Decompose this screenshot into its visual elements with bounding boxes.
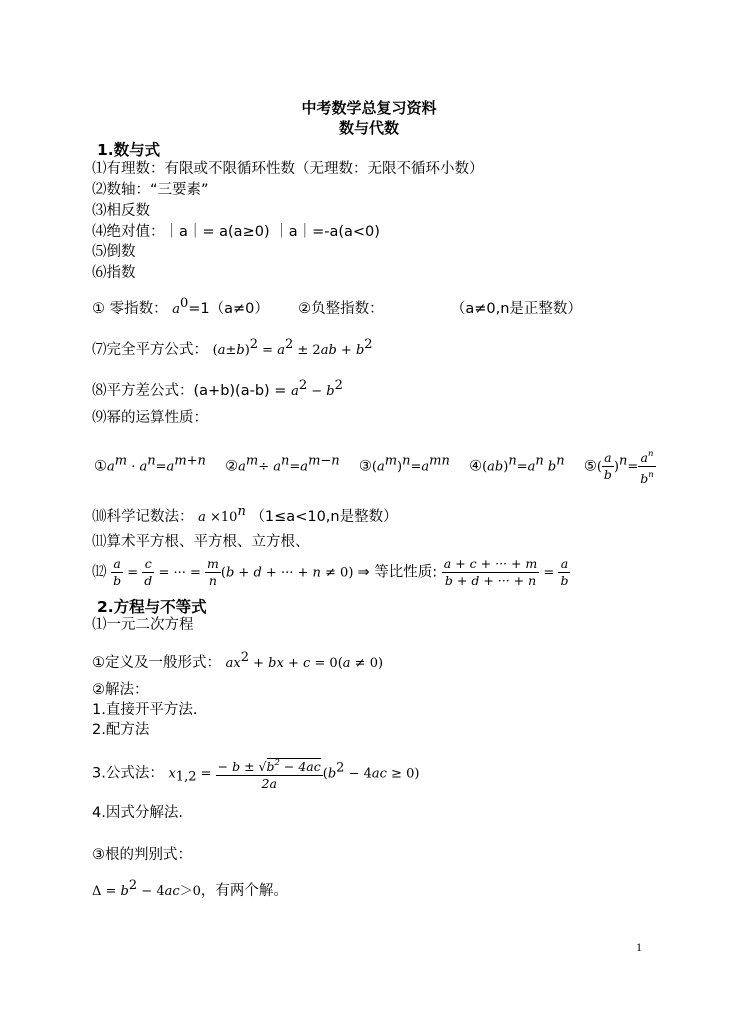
quadratic-subheading: ⑴一元二次方程	[92, 617, 194, 633]
page-subtitle: 数与代数	[338, 119, 399, 137]
power-rules-label: ⑼幂的运算性质：	[92, 410, 208, 426]
ratio-text: ⇒ 等比性质:	[357, 564, 438, 581]
scientific-condition: （1≤a<10,n是整数）	[250, 509, 398, 525]
quadratic-formula: 3.公式法： $x_{1,2}$ = $\frac{- b \pm √b^2 - 4ac}{2a}$ $(b^2 - 4ac \ge 0)$	[92, 755, 419, 792]
scientific-notation: ⑽科学记数法： $a \times 10^n$ （1≤a<10,n是整数）	[92, 504, 398, 525]
negative-exponent-condition: （a≠0,n是正整数）	[450, 301, 582, 317]
zero-exponent-condition: =1（a≠0）	[188, 301, 269, 317]
method-factoring: 4.因式分解法.	[92, 805, 183, 821]
difference-of-squares: ⑻平方差公式：$(a+b)(a-b) = a^2 - b^2$	[92, 378, 343, 399]
exponent-rules: ① 零指数： $a^0=1(a\ne 0)$ ②负整指数： （a≠0,n是正整数）	[92, 296, 582, 317]
method-complete-square: 2.配方法	[92, 722, 150, 738]
roots-line: ⑾算术平方根、平方根、立方根、	[92, 534, 310, 550]
line-rational: ⑴有理数：有限或不限循环性数（无理数：无限不循环小数）	[92, 161, 484, 177]
perfect-square-label: ⑺完全平方公式：	[92, 342, 208, 358]
diff-square-label: ⑻平方差公式：(a+b)(a-b) =	[92, 383, 287, 399]
ratio-property: ⑿ $\frac{a}{b}$ = $\frac{c}{d}$ = ··· = $\frac{m}{n}$ (b + d + ··· + n ≠ 0) ⇒ 等比性质: $\frac{a + c + \cdot\cdot\cdot + m}{b + d + \cdot\cdot\cdot + n}$ = $\frac{a}{b}$	[92, 556, 569, 588]
discriminant-line: $\Delta = b^2 - 4ac>0$，有两个解。	[92, 878, 288, 899]
line-opposite: ⑶相反数	[92, 203, 150, 219]
perfect-square-formula: ⑺完全平方公式： $(a\pm b)^2 = a^2 \pm 2ab + b^2$	[92, 337, 373, 358]
section-1-heading: 1.数与式	[97, 141, 161, 159]
section-2-heading: 2.方程与不等式	[97, 598, 207, 616]
solve-label: ②解法：	[92, 682, 149, 698]
line-absolute: ⑷绝对值：｜a｜= a(a≥0) ｜a｜=-a(a<0)	[92, 224, 380, 240]
method-sqrt: 1.直接开平方法.	[92, 702, 198, 718]
definition-label: ①定义及一般形式：	[92, 655, 221, 671]
discriminant-label: ③根的判别式：	[92, 847, 192, 863]
page-number: 1	[636, 940, 642, 954]
line-number-axis: ⑵数轴：“三要素”	[92, 182, 209, 198]
scientific-label: ⑽科学记数法：	[92, 509, 194, 525]
discriminant-text: ，有两个解。	[200, 883, 288, 899]
line-reciprocal: ⑸倒数	[92, 244, 136, 260]
zero-exponent-label: ① 零指数：	[92, 301, 168, 317]
page-title: 中考数学总复习资料	[301, 99, 437, 117]
formula-label: 3.公式法：	[92, 765, 164, 782]
line-exponent: ⑹指数	[92, 265, 136, 281]
ratio-prefix: ⑿	[92, 564, 107, 581]
power-rules: $①a^m \cdot a^n=a^{m+n}$ $②a^m\div a^n=a^{m-n}$ $③(a^m)^n=a^{mn}$ $④(ab)^n=a^n$ $b^n$ ⑤( $\frac{a}{b}$ )$^n$= $\frac{a^n}{b^n}$	[94, 446, 656, 487]
quadratic-definition: ①定义及一般形式： $ax^2$ + bx + c = 0(a ≠ 0)	[92, 650, 384, 671]
negative-exponent-label: ②负整指数：	[298, 301, 384, 317]
